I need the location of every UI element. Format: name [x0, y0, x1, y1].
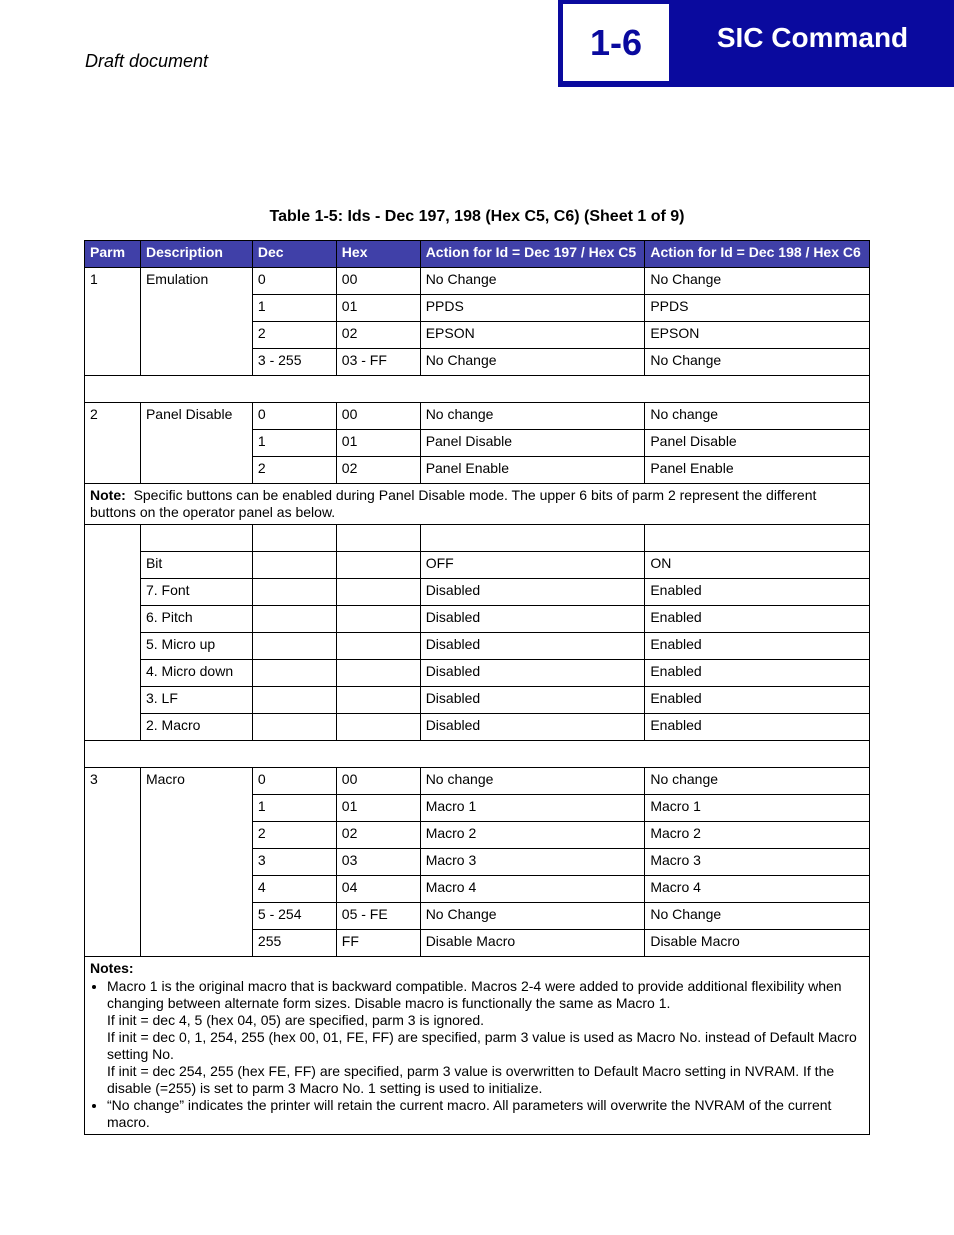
dec-cell: 4 — [252, 876, 336, 903]
action-197-cell: Macro 2 — [420, 822, 645, 849]
macro-notes — [85, 957, 870, 1135]
empty-cell — [336, 633, 420, 660]
bit-header-cell: Bit — [140, 552, 252, 579]
empty-cell — [336, 660, 420, 687]
parm-cell-empty — [85, 525, 141, 741]
empty-cell — [336, 525, 420, 552]
dec-cell: 3 - 255 — [252, 349, 336, 376]
notes-row — [85, 957, 870, 1135]
empty-cell — [645, 525, 870, 552]
col-header-hex: Hex — [336, 241, 420, 268]
hex-cell: 03 - FF — [336, 349, 420, 376]
panel-disable-note — [85, 484, 870, 525]
action-197-cell: Macro 4 — [420, 876, 645, 903]
bit-off-cell: Disabled — [420, 687, 645, 714]
separator-cell — [85, 376, 870, 403]
table-header-row — [85, 241, 870, 268]
bit-off-cell: Disabled — [420, 714, 645, 741]
description-cell: Emulation — [140, 268, 252, 376]
empty-cell — [336, 579, 420, 606]
col-header-parm: Parm — [85, 241, 141, 268]
col-header-action-197: Action for Id = Dec 197 / Hex C5 — [420, 241, 645, 268]
action-198-cell: Macro 4 — [645, 876, 870, 903]
bit-on-cell: Enabled — [645, 714, 870, 741]
notes-line: If init = dec 0, 1, 254, 255 (hex 00, 01, FE, FF) are specified, parm 3 value is used as Macro No. instead of Default Macro setting No. — [107, 1029, 857, 1062]
bit-cell: 2. Macro — [140, 714, 252, 741]
notes-label: Notes: — [90, 960, 134, 976]
action-197-cell: No change — [420, 768, 645, 795]
table-row — [85, 714, 870, 741]
empty-cell — [252, 579, 336, 606]
action-197-cell: No Change — [420, 349, 645, 376]
notes-bullet-1 — [107, 978, 864, 1097]
action-197-cell: No Change — [420, 268, 645, 295]
empty-cell — [252, 552, 336, 579]
table-row — [85, 606, 870, 633]
bit-on-cell: Enabled — [645, 687, 870, 714]
action-197-cell: No change — [420, 403, 645, 430]
hex-cell: 02 — [336, 457, 420, 484]
hex-cell: 01 — [336, 295, 420, 322]
bit-cell: 5. Micro up — [140, 633, 252, 660]
hex-cell: 05 - FE — [336, 903, 420, 930]
action-198-cell: PPDS — [645, 295, 870, 322]
hex-cell: 01 — [336, 430, 420, 457]
action-198-cell: Macro 3 — [645, 849, 870, 876]
action-197-cell: EPSON — [420, 322, 645, 349]
bit-off-cell: Disabled — [420, 606, 645, 633]
bit-off-cell: Disabled — [420, 579, 645, 606]
table-row — [85, 660, 870, 687]
notes-list — [90, 978, 864, 1131]
notes-line: If init = dec 254, 255 (hex FE, FF) are specified, parm 3 value is overwritten to Default Macro setting in NVRAM. If the disable (=255) is set to parm 3 Macro No. 1 setting is used to initialize. — [107, 1063, 835, 1096]
description-cell: Macro — [140, 768, 252, 957]
dec-cell: 5 - 254 — [252, 903, 336, 930]
empty-cell — [336, 606, 420, 633]
section-title: SIC Command — [716, 22, 909, 53]
action-197-cell: Macro 3 — [420, 849, 645, 876]
parm-cell: 3 — [85, 768, 141, 957]
note-text: Specific buttons can be enabled during Panel Disable mode. The upper 6 bits of parm 2 represent the different buttons on the operator panel as below. — [90, 487, 817, 520]
empty-cell — [252, 714, 336, 741]
dec-cell: 3 — [252, 849, 336, 876]
empty-cell — [140, 525, 252, 552]
bit-cell: 3. LF — [140, 687, 252, 714]
bit-off-cell: Disabled — [420, 660, 645, 687]
dec-cell: 0 — [252, 268, 336, 295]
action-197-cell: No Change — [420, 903, 645, 930]
col-header-action-198: Action for Id = Dec 198 / Hex C6 — [645, 241, 870, 268]
hex-cell: 01 — [336, 795, 420, 822]
description-cell: Panel Disable — [140, 403, 252, 484]
col-header-description: Description — [140, 241, 252, 268]
draft-label: Draft document — [85, 51, 209, 71]
hex-cell: 00 — [336, 403, 420, 430]
empty-cell — [336, 687, 420, 714]
dec-cell: 1 — [252, 795, 336, 822]
bit-cell: 7. Font — [140, 579, 252, 606]
table-row — [85, 525, 870, 552]
empty-cell — [336, 552, 420, 579]
table-row — [85, 268, 870, 295]
action-198-cell: Macro 1 — [645, 795, 870, 822]
notes-line: • Macro 1 is the original macro that is backward compatible. Macros 2-4 were added to provide additional flexibility when changing between alternate form sizes. Disable macro is functionally the same as Macro 1. — [107, 978, 842, 1011]
hex-cell: FF — [336, 930, 420, 957]
action-198-cell: No Change — [645, 268, 870, 295]
bit-on-header: ON — [645, 552, 870, 579]
hex-cell: 04 — [336, 876, 420, 903]
separator-cell — [85, 741, 870, 768]
notes-line: If init = dec 4, 5 (hex 04, 05) are specified, parm 3 is ignored. — [107, 1012, 485, 1028]
dec-cell: 0 — [252, 768, 336, 795]
action-197-cell: Disable Macro — [420, 930, 645, 957]
bit-on-cell: Enabled — [645, 660, 870, 687]
empty-cell — [252, 633, 336, 660]
hex-cell: 00 — [336, 768, 420, 795]
dec-cell: 1 — [252, 430, 336, 457]
note-label: Note: — [90, 487, 126, 503]
bit-on-cell: Enabled — [645, 606, 870, 633]
dec-cell: 0 — [252, 403, 336, 430]
dec-cell: 2 — [252, 822, 336, 849]
action-198-cell: EPSON — [645, 322, 870, 349]
action-197-cell: Macro 1 — [420, 795, 645, 822]
action-198-cell: No change — [645, 768, 870, 795]
section-number: 1-6 — [563, 4, 669, 81]
hex-cell: 02 — [336, 822, 420, 849]
bit-cell: 4. Micro down — [140, 660, 252, 687]
dec-cell: 1 — [252, 295, 336, 322]
action-198-cell: Macro 2 — [645, 822, 870, 849]
notes-bullet-2: • “No change” indicates the printer will retain the current macro. All parameters will overwrite the NVRAM of the current macro. — [107, 1097, 864, 1131]
bit-cell: 6. Pitch — [140, 606, 252, 633]
table-row — [85, 579, 870, 606]
table-row — [85, 768, 870, 795]
hex-cell: 00 — [336, 268, 420, 295]
bit-off-header: OFF — [420, 552, 645, 579]
parm-cell: 1 — [85, 268, 141, 376]
bit-on-cell: Enabled — [645, 579, 870, 606]
action-198-cell: Panel Enable — [645, 457, 870, 484]
dec-cell: 255 — [252, 930, 336, 957]
empty-cell — [336, 714, 420, 741]
table-caption: Table 1-5: Ids - Dec 197, 198 (Hex C5, C6) (Sheet 1 of 9) — [269, 208, 685, 225]
hex-cell: 02 — [336, 322, 420, 349]
hex-cell: 03 — [336, 849, 420, 876]
note-row — [85, 484, 870, 525]
dec-cell: 2 — [252, 322, 336, 349]
empty-cell — [252, 660, 336, 687]
empty-cell — [252, 525, 336, 552]
action-197-cell: PPDS — [420, 295, 645, 322]
separator-row — [85, 741, 870, 768]
col-header-dec: Dec — [252, 241, 336, 268]
action-198-cell: No Change — [645, 349, 870, 376]
table-row — [85, 552, 870, 579]
table-row — [85, 687, 870, 714]
action-197-cell: Panel Enable — [420, 457, 645, 484]
empty-cell — [252, 606, 336, 633]
ids-table — [84, 240, 870, 1135]
table-row — [85, 633, 870, 660]
empty-cell — [252, 687, 336, 714]
separator-row — [85, 376, 870, 403]
table-row — [85, 403, 870, 430]
action-198-cell: No change — [645, 403, 870, 430]
action-198-cell: Panel Disable — [645, 430, 870, 457]
bit-off-cell: Disabled — [420, 633, 645, 660]
parm-cell: 2 — [85, 403, 141, 484]
action-198-cell: Disable Macro — [645, 930, 870, 957]
action-198-cell: No Change — [645, 903, 870, 930]
dec-cell: 2 — [252, 457, 336, 484]
action-197-cell: Panel Disable — [420, 430, 645, 457]
empty-cell — [420, 525, 645, 552]
bit-on-cell: Enabled — [645, 633, 870, 660]
